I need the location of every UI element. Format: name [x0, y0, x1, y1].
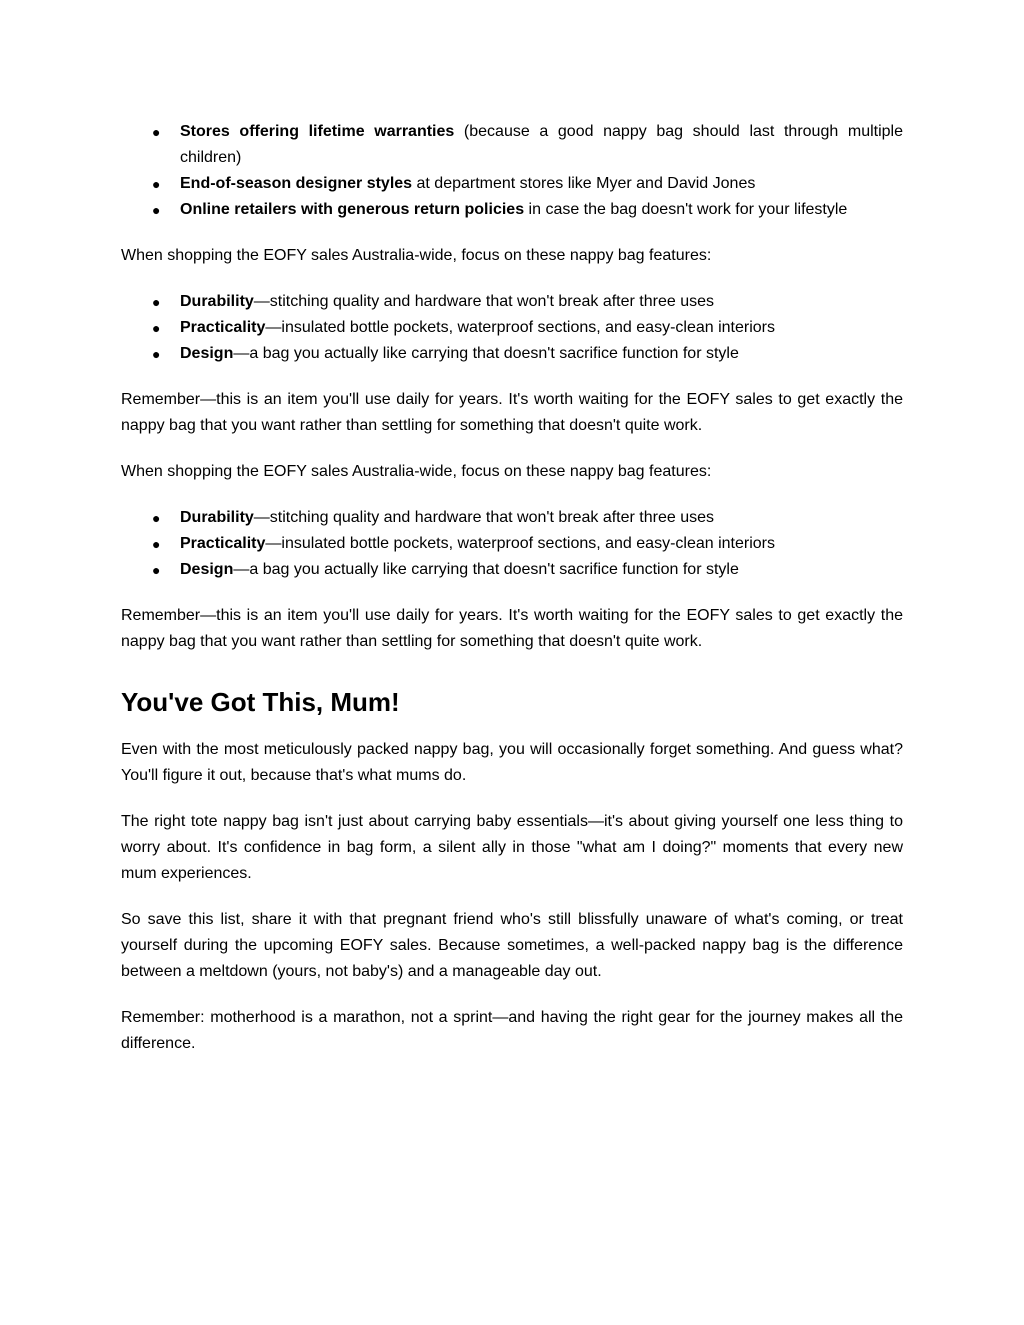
- bullet-icon: ●: [152, 176, 161, 192]
- list-item: [121, 171, 903, 197]
- list-item: [121, 119, 903, 171]
- list-item: [121, 315, 903, 341]
- document-page: [121, 119, 903, 1057]
- list-item-text: —insulated bottle pockets, waterproof sections, and easy-clean interiors: [265, 319, 775, 336]
- list-item: [121, 341, 903, 367]
- list-item-text: —insulated bottle pockets, waterproof sections, and easy-clean interiors: [265, 535, 775, 552]
- paragraph: Remember—this is an item you'll use daily for years. It's worth waiting for the EOFY sales to get exactly the nappy bag that you want rather than settling for something that doesn't quite work.: [121, 607, 903, 650]
- paragraph: The right tote nappy bag isn't just about carrying baby essentials—it's about giving yourself one less thing to worry about. It's confidence in bag form, a silent ally in those "what am I doing?" moments that every new mum experiences.: [121, 813, 903, 882]
- bullet-icon: ●: [152, 510, 161, 526]
- list-item: [121, 557, 903, 583]
- paragraph: Even with the most meticulously packed nappy bag, you will occasionally forget something. And guess what? You'll figure it out, because that's what mums do.: [121, 741, 903, 784]
- paragraph: So save this list, share it with that pregnant friend who's still blissfully unaware of what's coming, or treat yourself during the upcoming EOFY sales. Because sometimes, a well-packed nappy bag is the difference between a meltdown (yours, not baby's) and a manageable day out.: [121, 911, 903, 980]
- list-item: [121, 289, 903, 315]
- list-item-bold: Online retailers with generous return policies: [180, 201, 525, 218]
- list-item-text: —stitching quality and hardware that won't break after three uses: [253, 509, 714, 526]
- bullet-icon: ●: [152, 202, 161, 218]
- list-item-text: (because a good nappy bag should last through multiple children): [180, 123, 904, 166]
- list-item-text: at department stores like Myer and David Jones: [412, 175, 756, 192]
- paragraph: Remember—this is an item you'll use daily for years. It's worth waiting for the EOFY sales to get exactly the nappy bag that you want rather than settling for something that doesn't quite work.: [121, 391, 903, 434]
- paragraph: When shopping the EOFY sales Australia-wide, focus on these nappy bag features:: [121, 247, 712, 264]
- list-item-text: —a bag you actually like carrying that doesn't sacrifice function for style: [233, 345, 739, 362]
- list-item-text: in case the bag doesn't work for your lifestyle: [524, 201, 848, 218]
- list-item-bold: Durability: [180, 293, 254, 310]
- list-item-text: —stitching quality and hardware that won't break after three uses: [253, 293, 714, 310]
- section-heading: You've Got This, Mum!: [121, 687, 400, 717]
- bullet-list-features: [121, 289, 903, 367]
- bullet-icon: ●: [152, 320, 161, 336]
- list-item-bold: Stores offering lifetime warranties: [180, 123, 455, 140]
- bullet-icon: ●: [152, 562, 161, 578]
- paragraph: Remember: motherhood is a marathon, not a sprint—and having the right gear for the journey makes all the difference.: [121, 1009, 903, 1052]
- list-item-bold: Design: [180, 561, 234, 578]
- list-item-text: —a bag you actually like carrying that doesn't sacrifice function for style: [233, 561, 739, 578]
- bullet-list-store-tips: [121, 119, 903, 223]
- bullet-icon: ●: [152, 124, 161, 140]
- list-item-bold: Durability: [180, 509, 254, 526]
- list-item-bold: Practicality: [180, 319, 266, 336]
- list-item-bold: Design: [180, 345, 234, 362]
- list-item-bold: Practicality: [180, 535, 266, 552]
- bullet-icon: ●: [152, 294, 161, 310]
- list-item: [121, 531, 903, 557]
- list-item: [121, 197, 903, 223]
- bullet-list-features: [121, 505, 903, 583]
- list-item: [121, 505, 903, 531]
- list-item-bold: End-of-season designer styles: [180, 175, 413, 192]
- paragraph: When shopping the EOFY sales Australia-wide, focus on these nappy bag features:: [121, 463, 712, 480]
- bullet-icon: ●: [152, 346, 161, 362]
- bullet-icon: ●: [152, 536, 161, 552]
